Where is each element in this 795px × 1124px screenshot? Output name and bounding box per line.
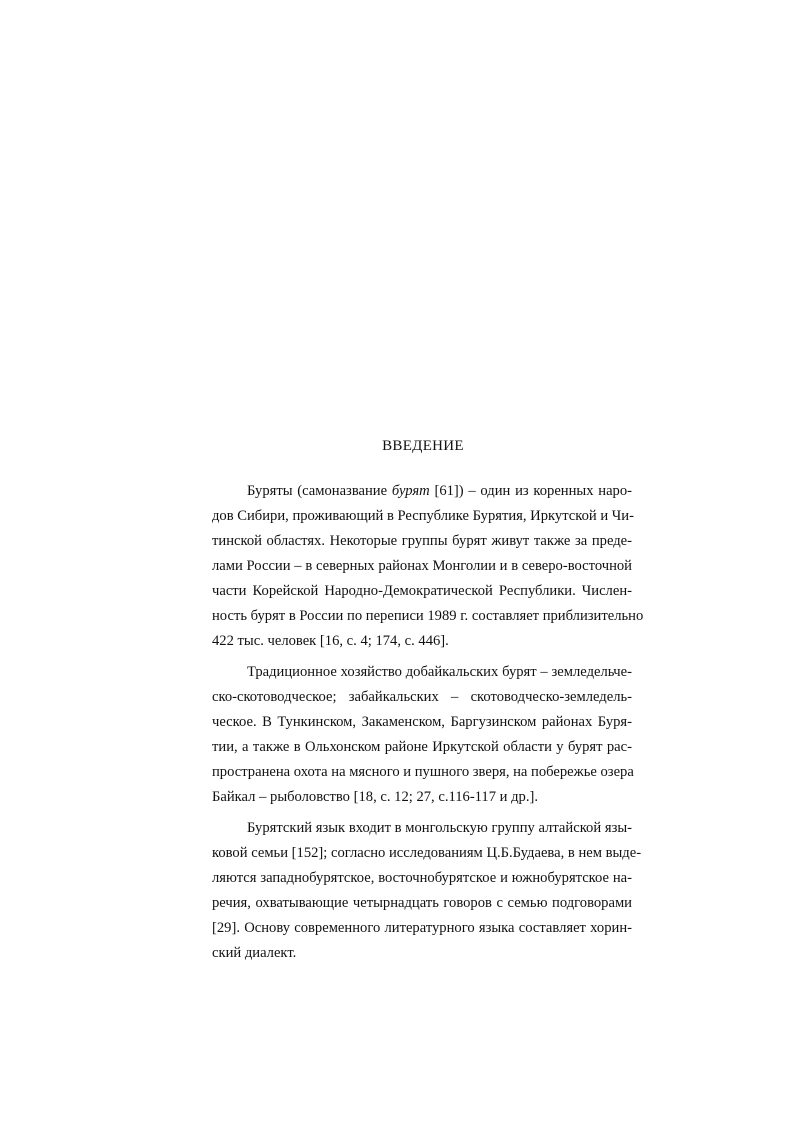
text-line: ковой семьи [152]; согласно исследованиям Ц.Б.Будаева, в нем выде- — [212, 845, 642, 861]
text-line: ский диалект. — [212, 945, 297, 961]
text-line: пространена охота на мясного и пушного зверя, на побережье озера — [212, 764, 634, 780]
page-title: ВВЕДЕНИЕ — [382, 438, 464, 454]
paragraph — [212, 660, 632, 810]
text-line: 422 тыс. человек [16, с. 4; 174, с. 446]. — [212, 633, 449, 649]
text-line: Бурятский язык входит в монгольскую группу алтайской язы- — [247, 820, 632, 836]
text-line: ляются западнобурятское, восточнобурятское и южнобурятское на- — [212, 870, 632, 886]
text-line: тии, а также в Ольхонском районе Иркутской области у бурят рас- — [212, 739, 632, 755]
text-line: ческое. В Тункинском, Закаменском, Баргузинском районах Буря- — [212, 714, 632, 730]
body-text — [212, 479, 644, 972]
text-segment: [61]) – один из коренных наро- — [429, 483, 632, 499]
text-line: части Корейской Народно-Демократической Республики. Числен- — [212, 583, 632, 599]
italic-term: бурят — [391, 483, 430, 499]
text-line: Традиционное хозяйство добайкальских бурят – земледельче- — [247, 664, 632, 680]
text-line: речия, охватывающие четырнадцать говоров с семью подговорами — [212, 895, 632, 911]
text-line: ность бурят в России по переписи 1989 г. составляет приблизительно — [212, 608, 644, 624]
paragraph — [212, 816, 642, 966]
text-line: [29]. Основу современного литературного языка составляет хорин- — [212, 920, 632, 936]
text-line: Байкал – рыболовство [18, с. 12; 27, с.116-117 и др.]. — [212, 789, 539, 805]
text-segment: Буряты (самоназвание — [247, 483, 392, 499]
text-line: дов Сибири, проживающий в Республике Бурятия, Иркутской и Чи- — [212, 508, 634, 524]
text-line — [212, 479, 632, 504]
text-line: тинской областях. Некоторые группы бурят живут также за преде- — [212, 533, 632, 549]
paragraph — [212, 479, 644, 654]
text-line: ско-скотоводческое; забайкальских – скотоводческо-земледель- — [212, 689, 632, 705]
text-line: лами России – в северных районах Монголии и в северо-восточной — [212, 558, 632, 574]
